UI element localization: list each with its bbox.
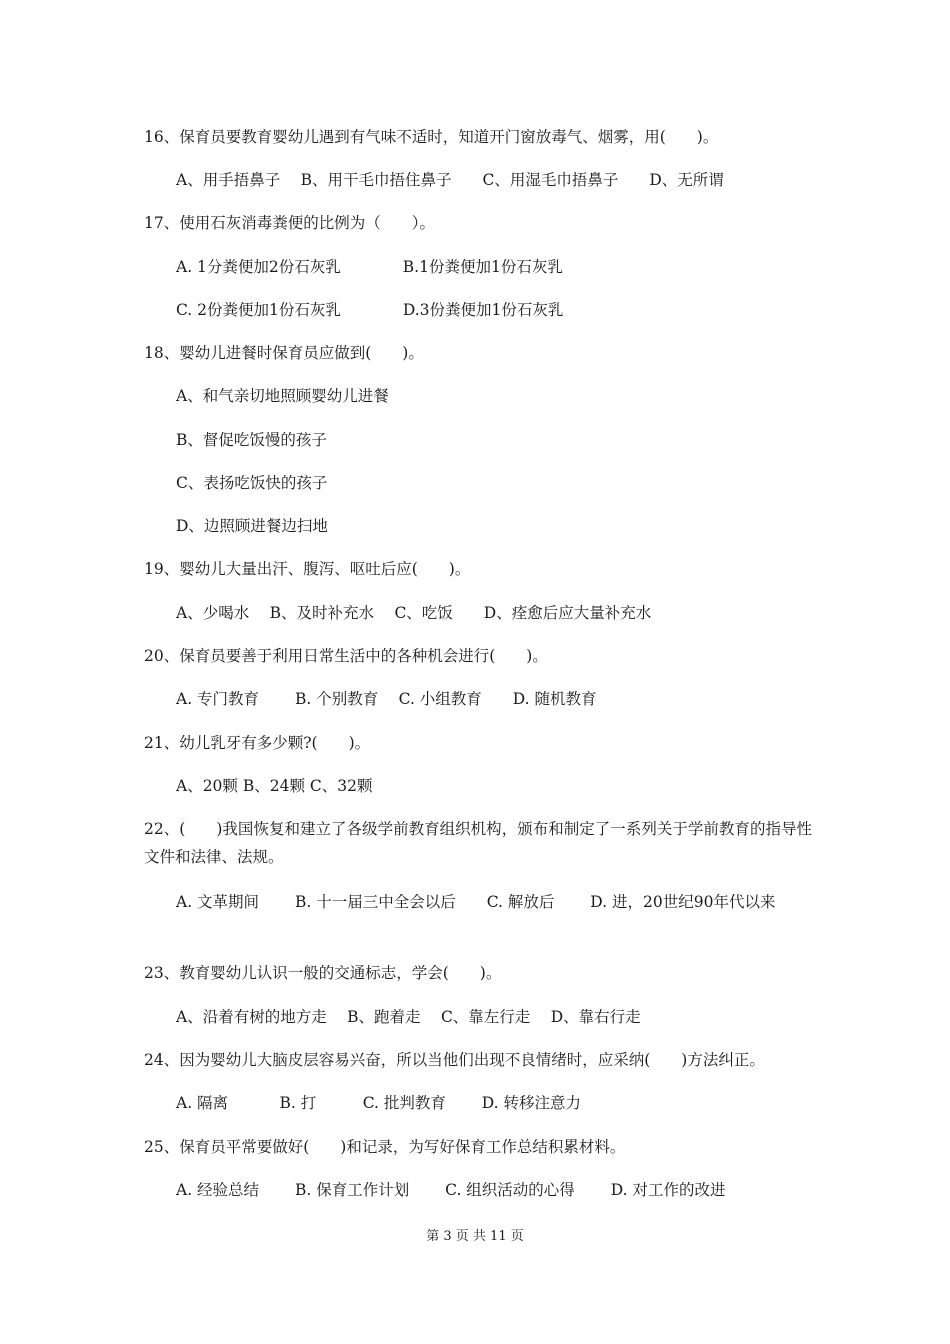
question-22-stem: 22、( )我国恢复和建立了各级学前教育组织机构，颁布和制定了一系列关于学前教育的指导性文件和法律、法规。 [144,820,812,866]
question-17-stem: 17、使用石灰消毒粪便的比例为（ ）。 [144,214,435,232]
page-number-footer: 第 3 页 共 11 页 [426,1229,524,1244]
question-19-options: A、少喝水 B、及时补充水 C、吃饭 D、痊愈后应大量补充水 [176,604,652,622]
question-20-stem: 20、保育员要善于利用日常生活中的各种机会进行( )。 [144,647,548,665]
question-18-option-c: C、表扬吃饭快的孩子 [176,474,328,492]
question-16-options: A、用手捂鼻子 B、用干毛巾捂住鼻子 C、用湿毛巾捂鼻子 D、无所谓 [176,171,724,189]
question-23-options: A、沿着有树的地方走 B、跑着走 C、靠左行走 D、靠右行走 [176,1008,641,1026]
question-24-options: A. 隔离 B. 打 C. 批判教育 D. 转移注意力 [176,1094,582,1112]
question-18-option-a: A、和气亲切地照顾婴幼儿进餐 [176,387,389,405]
question-21-options: A、20颗 B、24颗 C、32颗 [176,777,373,795]
question-23-stem: 23、教育婴幼儿认识一般的交通标志，学会( )。 [144,964,502,982]
question-18-stem: 18、婴幼儿进餐时保育员应做到( )。 [144,344,424,362]
question-16-stem: 16、保育员要教育婴幼儿遇到有气味不适时，知道开门窗放毒气、烟雾，用( )。 [144,128,719,146]
question-24-stem: 24、因为婴幼儿大脑皮层容易兴奋，所以当他们出现不良情绪时，应采纳( )方法纠正。 [144,1051,765,1069]
question-17-options-cd: C. 2份粪便加1份石灰乳 D.3份粪便加1份石灰乳 [176,301,564,319]
question-25-options: A. 经验总结 B. 保育工作计划 C. 组织活动的心得 D. 对工作的改进 [176,1181,726,1199]
question-22-options: A. 文革期间 B. 十一届三中全会以后 C. 解放后 D. 进，20世纪90年代以来 [176,893,776,911]
question-25-stem: 25、保育员平常要做好( )和记录，为写好保育工作总结积累材料。 [144,1138,626,1156]
question-19-stem: 19、婴幼儿大量出汗、腹泻、呕吐后应( )。 [144,560,471,578]
question-21-stem: 21、幼儿乳牙有多少颗?( )。 [144,734,371,752]
question-17-options-ab: A. 1分粪便加2份石灰乳 B.1份粪便加1份石灰乳 [176,258,563,276]
question-18-option-b: B、督促吃饭慢的孩子 [176,431,327,449]
question-20-options: A. 专门教育 B. 个别教育 C. 小组教育 D. 随机教育 [176,690,597,708]
question-18-option-d: D、边照顾进餐边扫地 [176,517,328,535]
